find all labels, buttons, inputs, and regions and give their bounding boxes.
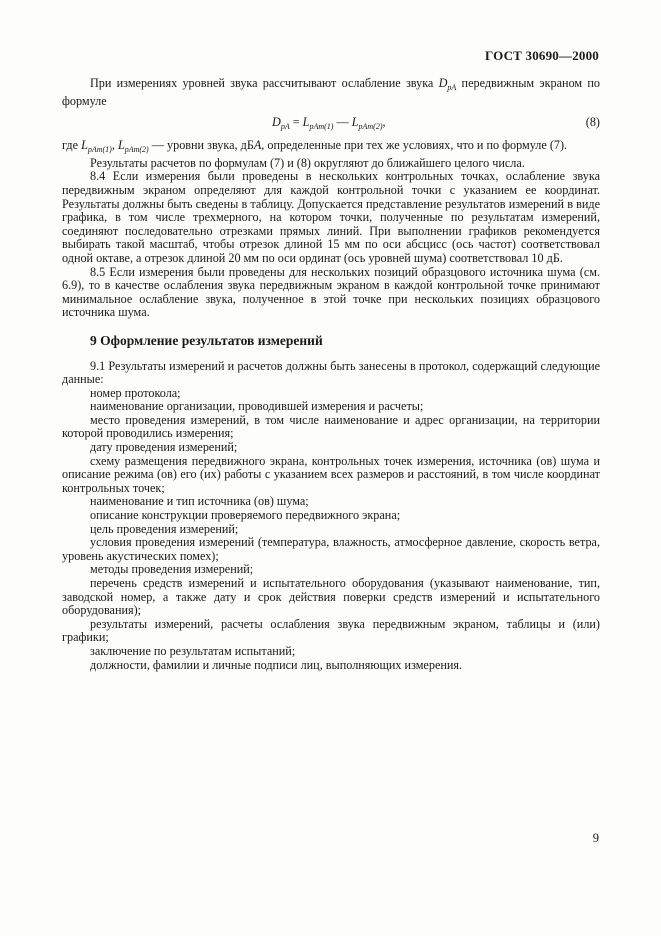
list-item: цель проведения измерений; xyxy=(90,521,239,536)
list-item: наименование и тип источника (ов) шума; xyxy=(90,494,309,509)
list-item: перечень средств измерений и испытательного оборудования (указывают наименование, тип, заводской номер, а также дату и срок действия поверки средств измерений и испытательного оборудования); xyxy=(62,576,600,618)
rounding-paragraph: Результаты расчетов по формулам (7) и (8) округляют до ближайшего целого числа. xyxy=(90,155,525,170)
clause-8-5: 8.5 Если измерения были проведены для нескольких позиций образцового источника шума (см. 6.9), то в качестве ослабления звука передвижным экраном в каждой контрольной точке принимают минимальное ослабление звука, полученное в этой точке при нескольких позициях образцового источника шума. xyxy=(62,264,600,320)
formula-8 xyxy=(62,116,600,136)
list-item: методы проведения измерений; xyxy=(90,562,254,577)
symbol-d: $D_{pA}$ xyxy=(438,76,457,92)
document-code-header: ГОСТ 30690—2000 xyxy=(484,48,599,63)
document-body xyxy=(62,77,600,672)
list-item: номер протокола; xyxy=(90,385,181,400)
list-item: наименование организации, проводившей измерения и расчеты; xyxy=(90,399,424,414)
clause-9-1: 9.1 Результаты измерений и расчетов должны быть занесены в протокол, содержащий следующие данные: xyxy=(62,358,600,387)
list-item: условия проведения измерений (температура, влажность, атмосферное давление, скорость ветра, уровень акустических помех); xyxy=(62,535,600,563)
page-number: 9 xyxy=(592,831,599,845)
list-item: дату проведения измерений; xyxy=(90,440,238,455)
where-clause: где $L_{pAm(1)}$, $L_{pAm(2)}$ — уровни звука, дБA, определенные при тех же условиях, что и по формуле (7). xyxy=(62,138,568,155)
list-item: результаты измерений, расчеты ослабления звука передвижным экраном, таблицы и (или) графики; xyxy=(62,616,600,645)
clause-8-4: 8.4 Если измерения были проведены в нескольких контрольных точках, ослабление звука передвижным экраном определяют для каждой контрольной точки с указанием ее координат. Результаты должны быть сведены в таблицу. Допускается представление результатов измерений в виде графика, в том числе трехмерного, на котором точки, полученные по результатам измерений, соединяют последовательно отрезками прямых линий. При выполнении графиков рекомендуется выбирать такой масштаб, чтобы отрезок длиной 15 мм по оси абсцисс (ось частот) соответствовал одной октаве, а отрезок длиной 20 мм по оси ординат (ось уровней шума) соответствовал 10 дБ. xyxy=(62,169,600,265)
section-9-heading: 9 Оформление результатов измерений xyxy=(90,332,323,348)
list-item: место проведения измерений, в том числе наименование и адрес организации, на территории которой проводились измерения; xyxy=(62,412,600,441)
list-item: схему размещения передвижного экрана, контрольных точек измерения, источника (ов) шума и описание режима (ов) его (их) работы с указанием всех размеров и расстояний, в том числе координат контрольных точек; xyxy=(62,453,600,495)
equation-number: (8) xyxy=(585,115,600,130)
formula-expression: $D_{pA} = L_{pAm(1)}$ — $L_{pAm(2)}$, xyxy=(272,115,386,132)
intro-paragraph: При измерениях уровней звука рассчитывают ослабление звука $D_{pA}$ передвижным экраном по формуле xyxy=(62,76,600,108)
list-item: заключение по результатам испытаний; xyxy=(90,643,296,658)
list-item: описание конструкции проверяемого передвижного экрана; xyxy=(90,508,401,523)
list-item: должности, фамилии и личные подписи лиц, выполняющих измерения. xyxy=(90,657,463,672)
